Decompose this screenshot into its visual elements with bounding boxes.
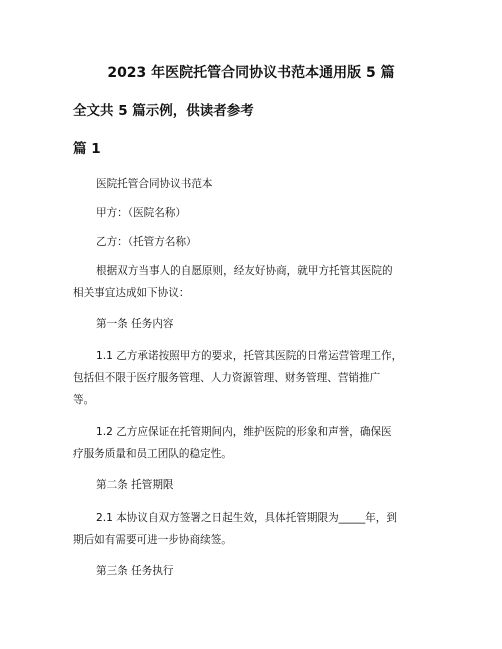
party-b [73, 231, 443, 253]
party-b-text: 乙方：（托管方名称） [96, 236, 197, 248]
clause-line: 包括但不限于医疗服务管理、人力资源管理、财务管理、营销推广 [73, 372, 381, 384]
preamble-line: 相关事宜达成如下协议： [73, 287, 190, 299]
contract-title [73, 173, 443, 195]
clause-line: 疗服务质量和员工团队的稳定性。 [73, 448, 232, 460]
clause-line: 期后如有需要可进一步协商续签。 [73, 534, 232, 546]
article-1-title: 第一条 任务内容 [96, 318, 174, 330]
document-subtitle: 全文共 5 篇示例，供读者参考 [73, 103, 254, 119]
preamble-paragraph [73, 260, 443, 304]
preamble-line: 根据双方当事人的自愿原则，经友好协商，就甲方托管其医院的 [96, 265, 393, 277]
party-a-text: 甲方：（医院名称） [96, 207, 187, 219]
part-heading: 篇 1 [73, 141, 101, 157]
clause-line: 1.1 乙方承诺按照甲方的要求，托管其医院的日常运营管理工作， [96, 350, 403, 362]
article-2-title: 第二条 托管期限 [96, 479, 174, 491]
contract-title-text: 医院托管合同协议书范本 [96, 178, 213, 190]
article-3-title: 第三条 任务执行 [96, 565, 174, 577]
clause-line: 等。 [73, 394, 95, 406]
article-1-heading [73, 313, 443, 335]
clause-2-1 [73, 507, 443, 551]
party-a [73, 202, 443, 224]
document-title: 2023 年医院托管合同协议书范本通用版 5 篇 [107, 65, 395, 81]
article-2-heading [73, 474, 443, 496]
clause-line: 1.2 乙方应保证在托管期间内，维护医院的形象和声誉，确保医 [96, 426, 392, 438]
article-3-heading [73, 560, 443, 582]
clause-1-1 [73, 345, 443, 411]
clause-1-2 [73, 421, 443, 465]
clause-line: 2.1 本协议自双方签署之日起生效，具体托管期限为_____年，到 [96, 512, 397, 524]
